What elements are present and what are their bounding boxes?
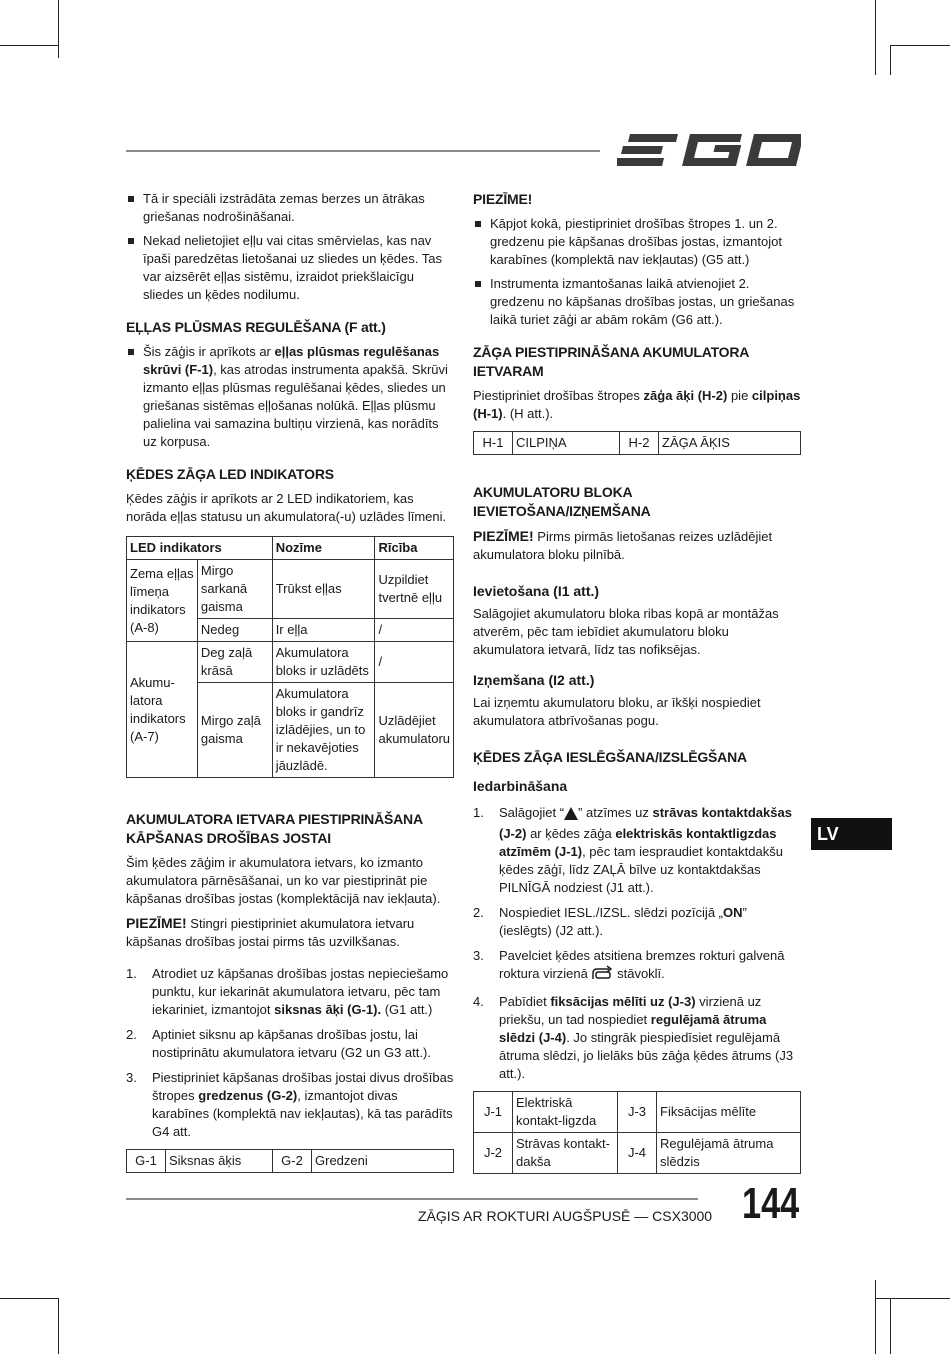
brake-handle-icon	[591, 965, 613, 986]
insert-text: Salāgojiet akumulatoru bloka ribas kopā ar montāžas atverēm, pēc tam iebīdiet akumulatoru bloku akumulatora ietvarā, līdz tas nofiksējas.	[473, 606, 779, 657]
list-item: Instrumenta izmantošanas laikā atvienojiet 2. gredzenu no kāpšanas drošības jostas, un griešanas laikā turiet zāģi ar abām rokām (G6 att.).	[473, 275, 801, 329]
section-heading-battery: AKUMULATORU BLOKA IEVIETOŠANA/IZŅEMŠANA	[473, 484, 651, 519]
table-cell: Zema eļļas līmeņa indikators (A-8)	[127, 560, 198, 642]
table-cell: CILPIŅA	[513, 432, 620, 455]
start-heading: Iedarbināšana	[473, 778, 568, 794]
table-cell: Uzlādējiet akumulatoru	[375, 683, 454, 778]
table-cell: Trūkst eļļas	[272, 560, 375, 619]
table-cell: G-1	[127, 1150, 166, 1173]
table-cell: Akumulatora bloks ir gandrīz izlādējies, un to ir nekavējoties jāuzlādē.	[272, 683, 375, 778]
crop-mark	[875, 1298, 950, 1299]
table-cell: J-1	[474, 1092, 513, 1133]
section-heading-saw-attach: ZĀĢA PIESTIPRINĀŠANA AKUMULATORA IETVARAM	[473, 344, 749, 379]
crop-mark	[0, 1298, 58, 1299]
crop-mark	[0, 45, 58, 46]
crop-mark	[58, 0, 59, 58]
section-heading-oil-flow: EĻĻAS PLŪSMAS REGULĒŠANA (F att.)	[126, 319, 386, 335]
list-item: 2. Aptiniet siksnu ap kāpšanas drošības jostu, lai nostiprinātu akumulatora ietvaru (G2 un G3 att.).	[126, 1027, 431, 1060]
page-number: 144	[742, 1179, 800, 1228]
footer-title: ZĀĢIS AR ROKTURI AUGŠPUSĒ — CSX3000	[418, 1208, 713, 1224]
g-legend-table	[126, 1149, 454, 1173]
table-cell: Akumulatora bloks ir uzlādēts	[272, 642, 375, 683]
note-heading: PIEZĪME!	[473, 191, 533, 207]
holder-note: PIEZĪME! Stingri piestipriniet akumulatora ietvaru kāpšanas drošības jostai pirms tās uzvilkšanas.	[126, 915, 415, 949]
left-column	[126, 190, 454, 1173]
table-cell: Mirgo sarkanā gaisma	[197, 560, 272, 619]
header-rule	[126, 150, 600, 152]
table-cell: J-3	[618, 1092, 657, 1133]
table-row	[474, 432, 801, 455]
table-cell: /	[375, 619, 454, 642]
list-item: 1. Atrodiet uz kāpšanas drošības jostas nepieciešamo punktu, kur iekarināt akumulatora ietvaru, pēc tam iekariniet, izmantojot siksnas āķi (G-1). (G1 att.)	[126, 966, 449, 1017]
crop-mark	[890, 45, 891, 75]
crop-mark	[875, 1280, 876, 1354]
list-item: 3. Piestipriniet kāpšanas drošības jostai divus drošības štropes gredzenus (G-2), izmantojot divas karabīnes (komplektā nav iekļautas), kā tas parādīts G4 att.	[126, 1070, 454, 1139]
ego-logo	[617, 130, 801, 170]
section-heading-switch: ĶĒDES ZĀĢA IESLĒGŠANA/IZSLĒGŠANA	[473, 749, 747, 765]
note-bullets	[473, 215, 801, 329]
table-cell: Nedeg	[197, 619, 272, 642]
list-item: Nekad nelietojiet eļļu vai citas smērvielas, kas nav īpaši paredzētas lietošanai uz sliedes un ķēdes. Tas var aizsērēt eļļas sistēmu, izraidot priekšlaicīgu sliedes un ķēdes nodilumu.	[126, 232, 454, 304]
j-legend-table	[473, 1091, 801, 1174]
table-cell: Ir eļļa	[272, 619, 375, 642]
oil-bullets	[126, 343, 454, 451]
table-cell: Elektriskā kontakt-ligzda	[513, 1092, 618, 1133]
remove-heading: Izņemšana (I2 att.)	[473, 672, 595, 688]
crop-mark	[890, 45, 950, 46]
right-column	[473, 190, 801, 1174]
list-item: 1. Salāgojiet “ ” atzīmes uz strāvas kontaktdakšas (J-2) ar ķēdes zāģa elektriskās kontaktligzdas atzīmēm (J-1), pēc tam iespraudiet kontaktdakšu ķēdes zāģī, līdz ZAĻĀ bīlve uz kontaktdakšas PILNĪGĀ nodziest (J1 att.).	[473, 805, 792, 895]
chain-bullets	[126, 190, 454, 304]
triangle-icon	[564, 807, 578, 825]
crop-mark	[58, 1298, 59, 1354]
list-item: 2. Nospiediet IESL./IZSL. slēdzi pozīcijā „ON” (ieslēgts) (J2 att.).	[473, 905, 747, 938]
led-intro: Ķēdes zāģis ir aprīkots ar 2 LED indikatoriem, kas norāda eļļas statusu un akumulatora(-u) uzlādes līmeni.	[126, 491, 447, 524]
table-row	[127, 1150, 454, 1173]
table-header: Rīcība	[375, 537, 454, 560]
table-cell: Gredzeni	[312, 1150, 454, 1173]
table-cell: J-4	[618, 1133, 657, 1174]
table-cell: G-2	[273, 1150, 312, 1173]
table-row	[127, 642, 454, 683]
list-item: 3. Pavelciet ķēdes atsitiena bremzes rokturi galvenā roktura virzienā stāvoklī.	[473, 947, 801, 986]
table-cell: H-2	[620, 432, 659, 455]
table-cell: ZĀĢA ĀĶIS	[659, 432, 801, 455]
holder-intro: Šim ķēdes zāģim ir akumulatora ietvars, ko izmanto akumulatora pārnēsāšanai, un ko var piestiprināt pie kāpšanas drošības jostas (komplektācijā nav iekļauta).	[126, 855, 441, 906]
insert-heading: Ievietošana (I1 att.)	[473, 583, 600, 599]
list-item: 4. Pabīdiet fiksācijas mēlīti uz (J-3) virzienā uz priekšu, un tad nospiediet regulējamā ātruma slēdzi (J-4). Jo stingrāk piespiedīsiet regulējamā ātruma slēdzi, jo lielāks būs zāģa ķēdes ātrums (J3 att.).	[473, 994, 794, 1081]
h-legend-table	[473, 431, 801, 455]
table-cell: Fiksācijas mēlīte	[657, 1092, 801, 1133]
table-cell: Regulējamā ātruma slēdzis	[657, 1133, 801, 1174]
saw-attach-text: Piestipriniet drošības štropes zāģa āķi (H-2) pie cilpiņas (H-1). (H att.).	[473, 388, 801, 421]
table-cell: Akumu-latora indikators (A-7)	[127, 642, 198, 778]
table-cell: /	[375, 642, 454, 683]
table-row	[127, 560, 454, 619]
table-row	[474, 1092, 801, 1133]
remove-text: Lai izņemtu akumulatoru bloku, ar īkšķi nospiediet akumulatora atbrīvošanas pogu.	[473, 695, 761, 728]
section-heading-led: ĶĒDES ZĀĢA LED INDIKATORS	[126, 466, 334, 482]
holder-steps	[126, 965, 454, 1141]
section-heading-holder: AKUMULATORA IETVARA PIESTIPRINĀŠANA KĀPŠANAS DROŠĪBAS JOSTAI	[126, 811, 423, 846]
table-cell: H-1	[474, 432, 513, 455]
table-cell: Strāvas kontakt-dakša	[513, 1133, 618, 1174]
table-header: LED indikators	[127, 537, 273, 560]
table-cell: J-2	[474, 1133, 513, 1174]
table-cell: Uzpildiet tvertnē eļļu	[375, 560, 454, 619]
start-steps	[473, 804, 801, 1083]
table-cell: Mirgo zaļā gaisma	[197, 683, 272, 778]
list-item: Kāpjot kokā, piestipriniet drošības štropes 1. un 2. gredzenu pie kāpšanas drošības jostas, izmantojot karabīnes (komplektā nav iekļautas) (G5 att.)	[473, 215, 801, 269]
footer-rule	[126, 1198, 698, 1200]
crop-mark	[875, 0, 876, 75]
table-cell: Deg zaļā krāsā	[197, 642, 272, 683]
table-cell: Siksnas āķis	[166, 1150, 273, 1173]
list-item: Tā ir speciāli izstrādāta zemas berzes un ātrākas griešanas nodrošināšanai.	[126, 190, 454, 226]
led-table	[126, 536, 454, 778]
table-header: Nozīme	[272, 537, 375, 560]
table-row	[474, 1133, 801, 1174]
language-tab: LV	[811, 818, 892, 850]
crop-mark	[890, 1298, 891, 1354]
list-item: Šis zāģis ir aprīkots ar eļļas plūsmas regulēšanas skrūvi (F-1), kas atrodas instrumenta apakšā. Skrūvi izmanto eļļas plūsmas regulēšanai ķēdes, sliedes un griešanas sistēmas eļļošanas nolūkā. Eļļas plūsmu palielina vai samazina bultiņu virzienā, kas norādīts uz korpusa.	[126, 343, 454, 451]
battery-note: PIEZĪME! Pirms pirmās lietošanas reizes uzlādējiet akumulatora bloku pilnībā.	[473, 528, 773, 562]
table-header-row	[127, 537, 454, 560]
